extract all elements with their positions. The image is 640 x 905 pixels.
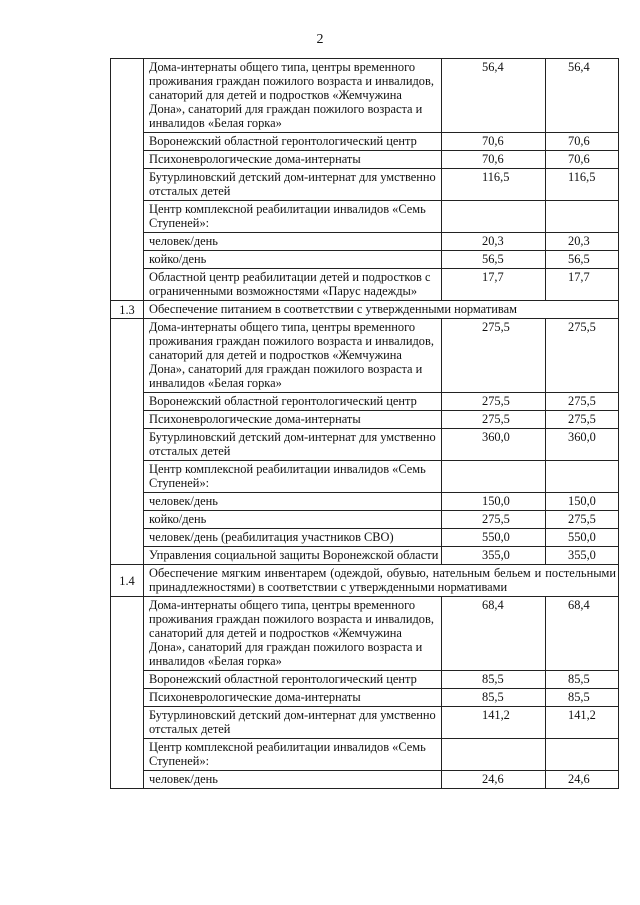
- value-cell-2: 68,4: [546, 597, 619, 671]
- value-cell-1: 150,0: [442, 493, 546, 511]
- table-row: [111, 411, 619, 429]
- value-cell-1: [442, 739, 546, 771]
- value-cell-1: 17,7: [442, 269, 546, 301]
- section-number: 1.3: [111, 301, 144, 319]
- page-number: 2: [316, 32, 324, 47]
- row-number-cell: [111, 597, 144, 789]
- row-number-cell: [111, 319, 144, 565]
- value-cell-2: 20,3: [546, 233, 619, 251]
- table-row: [111, 671, 619, 689]
- value-cell-1: 275,5: [442, 319, 546, 393]
- item-name: Психоневрологические дома-интернаты: [144, 411, 442, 429]
- value-cell-1: 20,3: [442, 233, 546, 251]
- item-name: Дома-интернаты общего типа, центры временного проживания граждан пожилого возраста и инвалидов, санаторий для детей и подростков «Жемчужина Дона», санаторий для граждан пожилого возраста и инвалидов «Белая горка»: [144, 597, 442, 671]
- table-row: [111, 151, 619, 169]
- table-row: [111, 393, 619, 411]
- item-name: койко/день: [144, 511, 442, 529]
- value-cell-1: 70,6: [442, 151, 546, 169]
- value-cell-2: 85,5: [546, 671, 619, 689]
- table-row: [111, 511, 619, 529]
- item-name: Дома-интернаты общего типа, центры временного проживания граждан пожилого возраста и инвалидов, санаторий для детей и подростков «Жемчужина Дона», санаторий для граждан пожилого возраста и инвалидов «Белая горка»: [144, 319, 442, 393]
- value-cell-2: 360,0: [546, 429, 619, 461]
- item-name: Воронежский областной геронтологический центр: [144, 133, 442, 151]
- table-row: [111, 133, 619, 151]
- norms-table-body: [111, 59, 619, 789]
- item-name: человек/день: [144, 493, 442, 511]
- table-row: [111, 169, 619, 201]
- section-number: 1.4: [111, 565, 144, 597]
- table-row: [111, 201, 619, 233]
- item-name: Дома-интернаты общего типа, центры временного проживания граждан пожилого возраста и инвалидов, санаторий для детей и подростков «Жемчужина Дона», санаторий для граждан пожилого возраста и инвалидов «Белая горка»: [144, 59, 442, 133]
- value-cell-1: 355,0: [442, 547, 546, 565]
- value-cell-2: 275,5: [546, 319, 619, 393]
- value-cell-2: 17,7: [546, 269, 619, 301]
- value-cell-2: 116,5: [546, 169, 619, 201]
- value-cell-2: 550,0: [546, 529, 619, 547]
- value-cell-2: [546, 201, 619, 233]
- row-number-cell: [111, 59, 144, 301]
- table-row: [111, 707, 619, 739]
- value-cell-2: 70,6: [546, 133, 619, 151]
- value-cell-1: [442, 201, 546, 233]
- value-cell-1: 56,5: [442, 251, 546, 269]
- item-name: Центр комплексной реабилитации инвалидов «Семь Ступеней»:: [144, 461, 442, 493]
- table-row: [111, 547, 619, 565]
- section-title: Обеспечение питанием в соответствии с утвержденными нормативам: [144, 301, 619, 319]
- value-cell-1: 56,4: [442, 59, 546, 133]
- value-cell-2: [546, 739, 619, 771]
- value-cell-1: 70,6: [442, 133, 546, 151]
- item-name: человек/день (реабилитация участников СВО): [144, 529, 442, 547]
- value-cell-2: 141,2: [546, 707, 619, 739]
- value-cell-1: 275,5: [442, 411, 546, 429]
- item-name: человек/день: [144, 233, 442, 251]
- item-name: койко/день: [144, 251, 442, 269]
- table-row: [111, 689, 619, 707]
- value-cell-2: 85,5: [546, 689, 619, 707]
- section-row: [111, 301, 619, 319]
- value-cell-1: 85,5: [442, 671, 546, 689]
- value-cell-1: [442, 461, 546, 493]
- value-cell-1: 116,5: [442, 169, 546, 201]
- value-cell-1: 85,5: [442, 689, 546, 707]
- table-row: [111, 251, 619, 269]
- item-name: Бутурлиновский детский дом-интернат для умственно отсталых детей: [144, 169, 442, 201]
- value-cell-2: 150,0: [546, 493, 619, 511]
- value-cell-1: 24,6: [442, 771, 546, 789]
- section-row: [111, 565, 619, 597]
- table-row: [111, 739, 619, 771]
- table-row: [111, 461, 619, 493]
- table-row: [111, 529, 619, 547]
- value-cell-1: 141,2: [442, 707, 546, 739]
- value-cell-2: 56,4: [546, 59, 619, 133]
- table-row: [111, 59, 619, 133]
- value-cell-1: 68,4: [442, 597, 546, 671]
- item-name: Психоневрологические дома-интернаты: [144, 151, 442, 169]
- value-cell-2: 56,5: [546, 251, 619, 269]
- value-cell-2: [546, 461, 619, 493]
- value-cell-1: 550,0: [442, 529, 546, 547]
- table-row: [111, 429, 619, 461]
- table-row: [111, 269, 619, 301]
- table-row: [111, 493, 619, 511]
- value-cell-2: 275,5: [546, 511, 619, 529]
- value-cell-1: 360,0: [442, 429, 546, 461]
- item-name: Бутурлиновский детский дом-интернат для умственно отсталых детей: [144, 707, 442, 739]
- item-name: Бутурлиновский детский дом-интернат для умственно отсталых детей: [144, 429, 442, 461]
- section-title: Обеспечение мягким инвентарем (одеждой, обувью, нательным бельем и постельными принадлежностями) в соответствии с утвержденными нормативами: [144, 565, 619, 597]
- table-row: [111, 319, 619, 393]
- value-cell-2: 275,5: [546, 411, 619, 429]
- item-name: Психоневрологические дома-интернаты: [144, 689, 442, 707]
- table-row: [111, 233, 619, 251]
- table-row: [111, 771, 619, 789]
- item-name: человек/день: [144, 771, 442, 789]
- norms-table: [110, 58, 619, 789]
- item-name: Центр комплексной реабилитации инвалидов «Семь Ступеней»:: [144, 201, 442, 233]
- value-cell-1: 275,5: [442, 511, 546, 529]
- item-name: Воронежский областной геронтологический центр: [144, 671, 442, 689]
- value-cell-2: 275,5: [546, 393, 619, 411]
- value-cell-2: 24,6: [546, 771, 619, 789]
- table-row: [111, 597, 619, 671]
- value-cell-2: 355,0: [546, 547, 619, 565]
- item-name: Управления социальной защиты Воронежской области: [144, 547, 442, 565]
- item-name: Областной центр реабилитации детей и подростков с ограниченными возможностями «Парус надежды»: [144, 269, 442, 301]
- item-name: Воронежский областной геронтологический центр: [144, 393, 442, 411]
- value-cell-1: 275,5: [442, 393, 546, 411]
- item-name: Центр комплексной реабилитации инвалидов «Семь Ступеней»:: [144, 739, 442, 771]
- value-cell-2: 70,6: [546, 151, 619, 169]
